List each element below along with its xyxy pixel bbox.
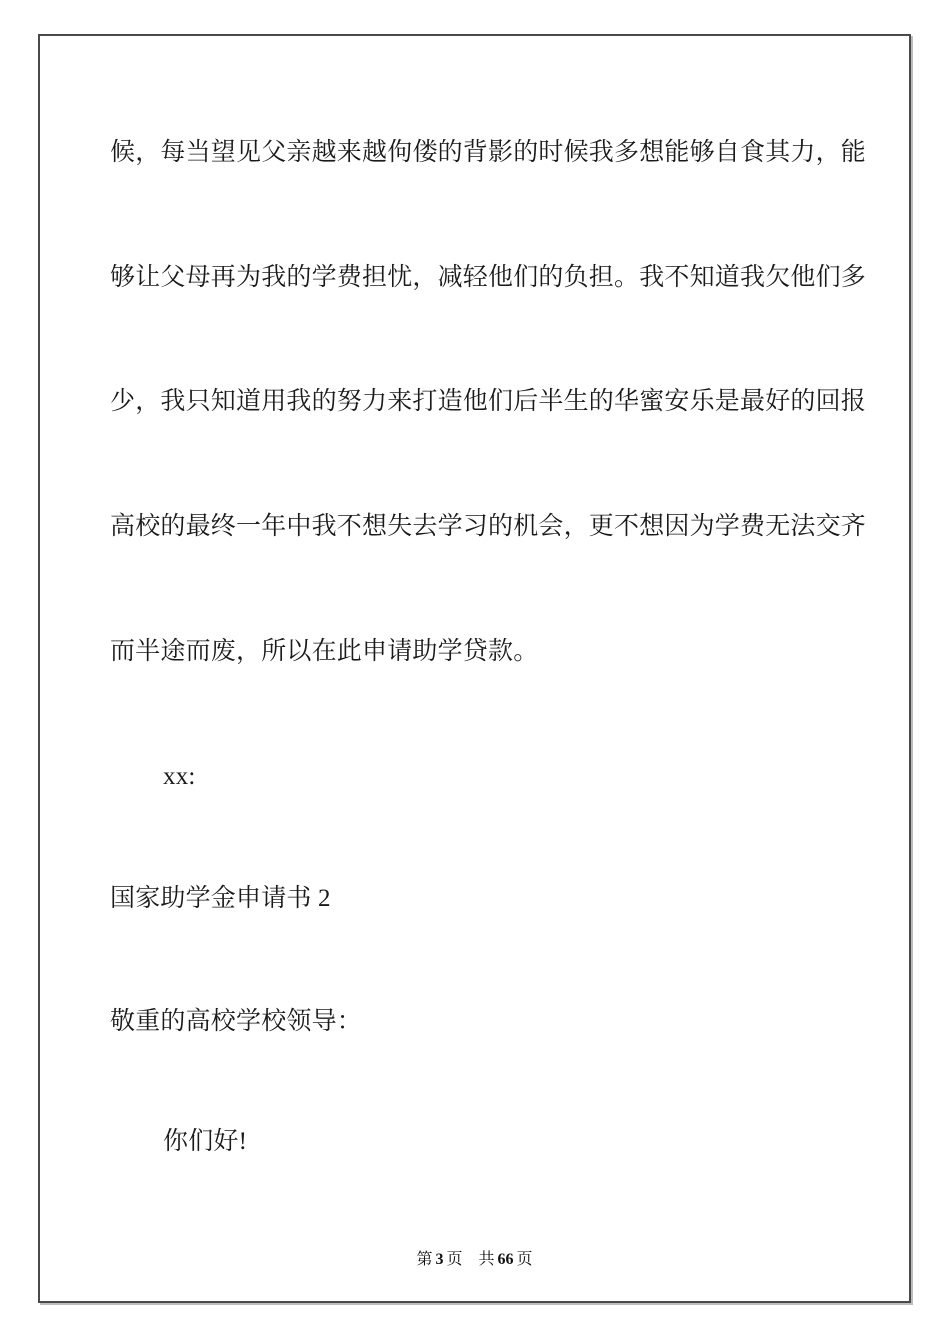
body-line-2: 够让父母再为我的学费担忧，减轻他们的负担。我不知道我欠他们多 — [110, 264, 867, 291]
footer-page-prefix: 第 — [416, 1251, 433, 1268]
salutation-line: 敬重的高校学校领导： — [110, 1008, 363, 1035]
footer-page-suffix: 页 — [446, 1251, 463, 1268]
document-page — [38, 34, 911, 1303]
footer-total-suffix: 页 — [516, 1251, 533, 1268]
body-line-1: 候，每当望见父亲越来越佝偻的背影的时候我多想能够自食其力，能 — [110, 139, 867, 166]
signature-placeholder-line: xx: — [163, 763, 196, 790]
section-title-line: 国家助学金申请书 2 — [110, 885, 331, 912]
page-footer — [40, 1246, 909, 1269]
greeting-line: 你们好! — [163, 1128, 248, 1155]
footer-current-page: 3 — [435, 1251, 444, 1268]
footer-total-pages: 66 — [497, 1251, 514, 1268]
footer-total-prefix: 共 — [478, 1251, 495, 1268]
body-line-5: 而半途而废，所以在此申请助学贷款。 — [110, 638, 539, 665]
body-line-3: 少，我只知道用我的努力来打造他们后半生的华蜜安乐是最好的回报 — [110, 388, 867, 415]
body-line-4: 高校的最终一年中我不想失去学习的机会，更不想因为学费无法交齐 — [110, 513, 867, 540]
